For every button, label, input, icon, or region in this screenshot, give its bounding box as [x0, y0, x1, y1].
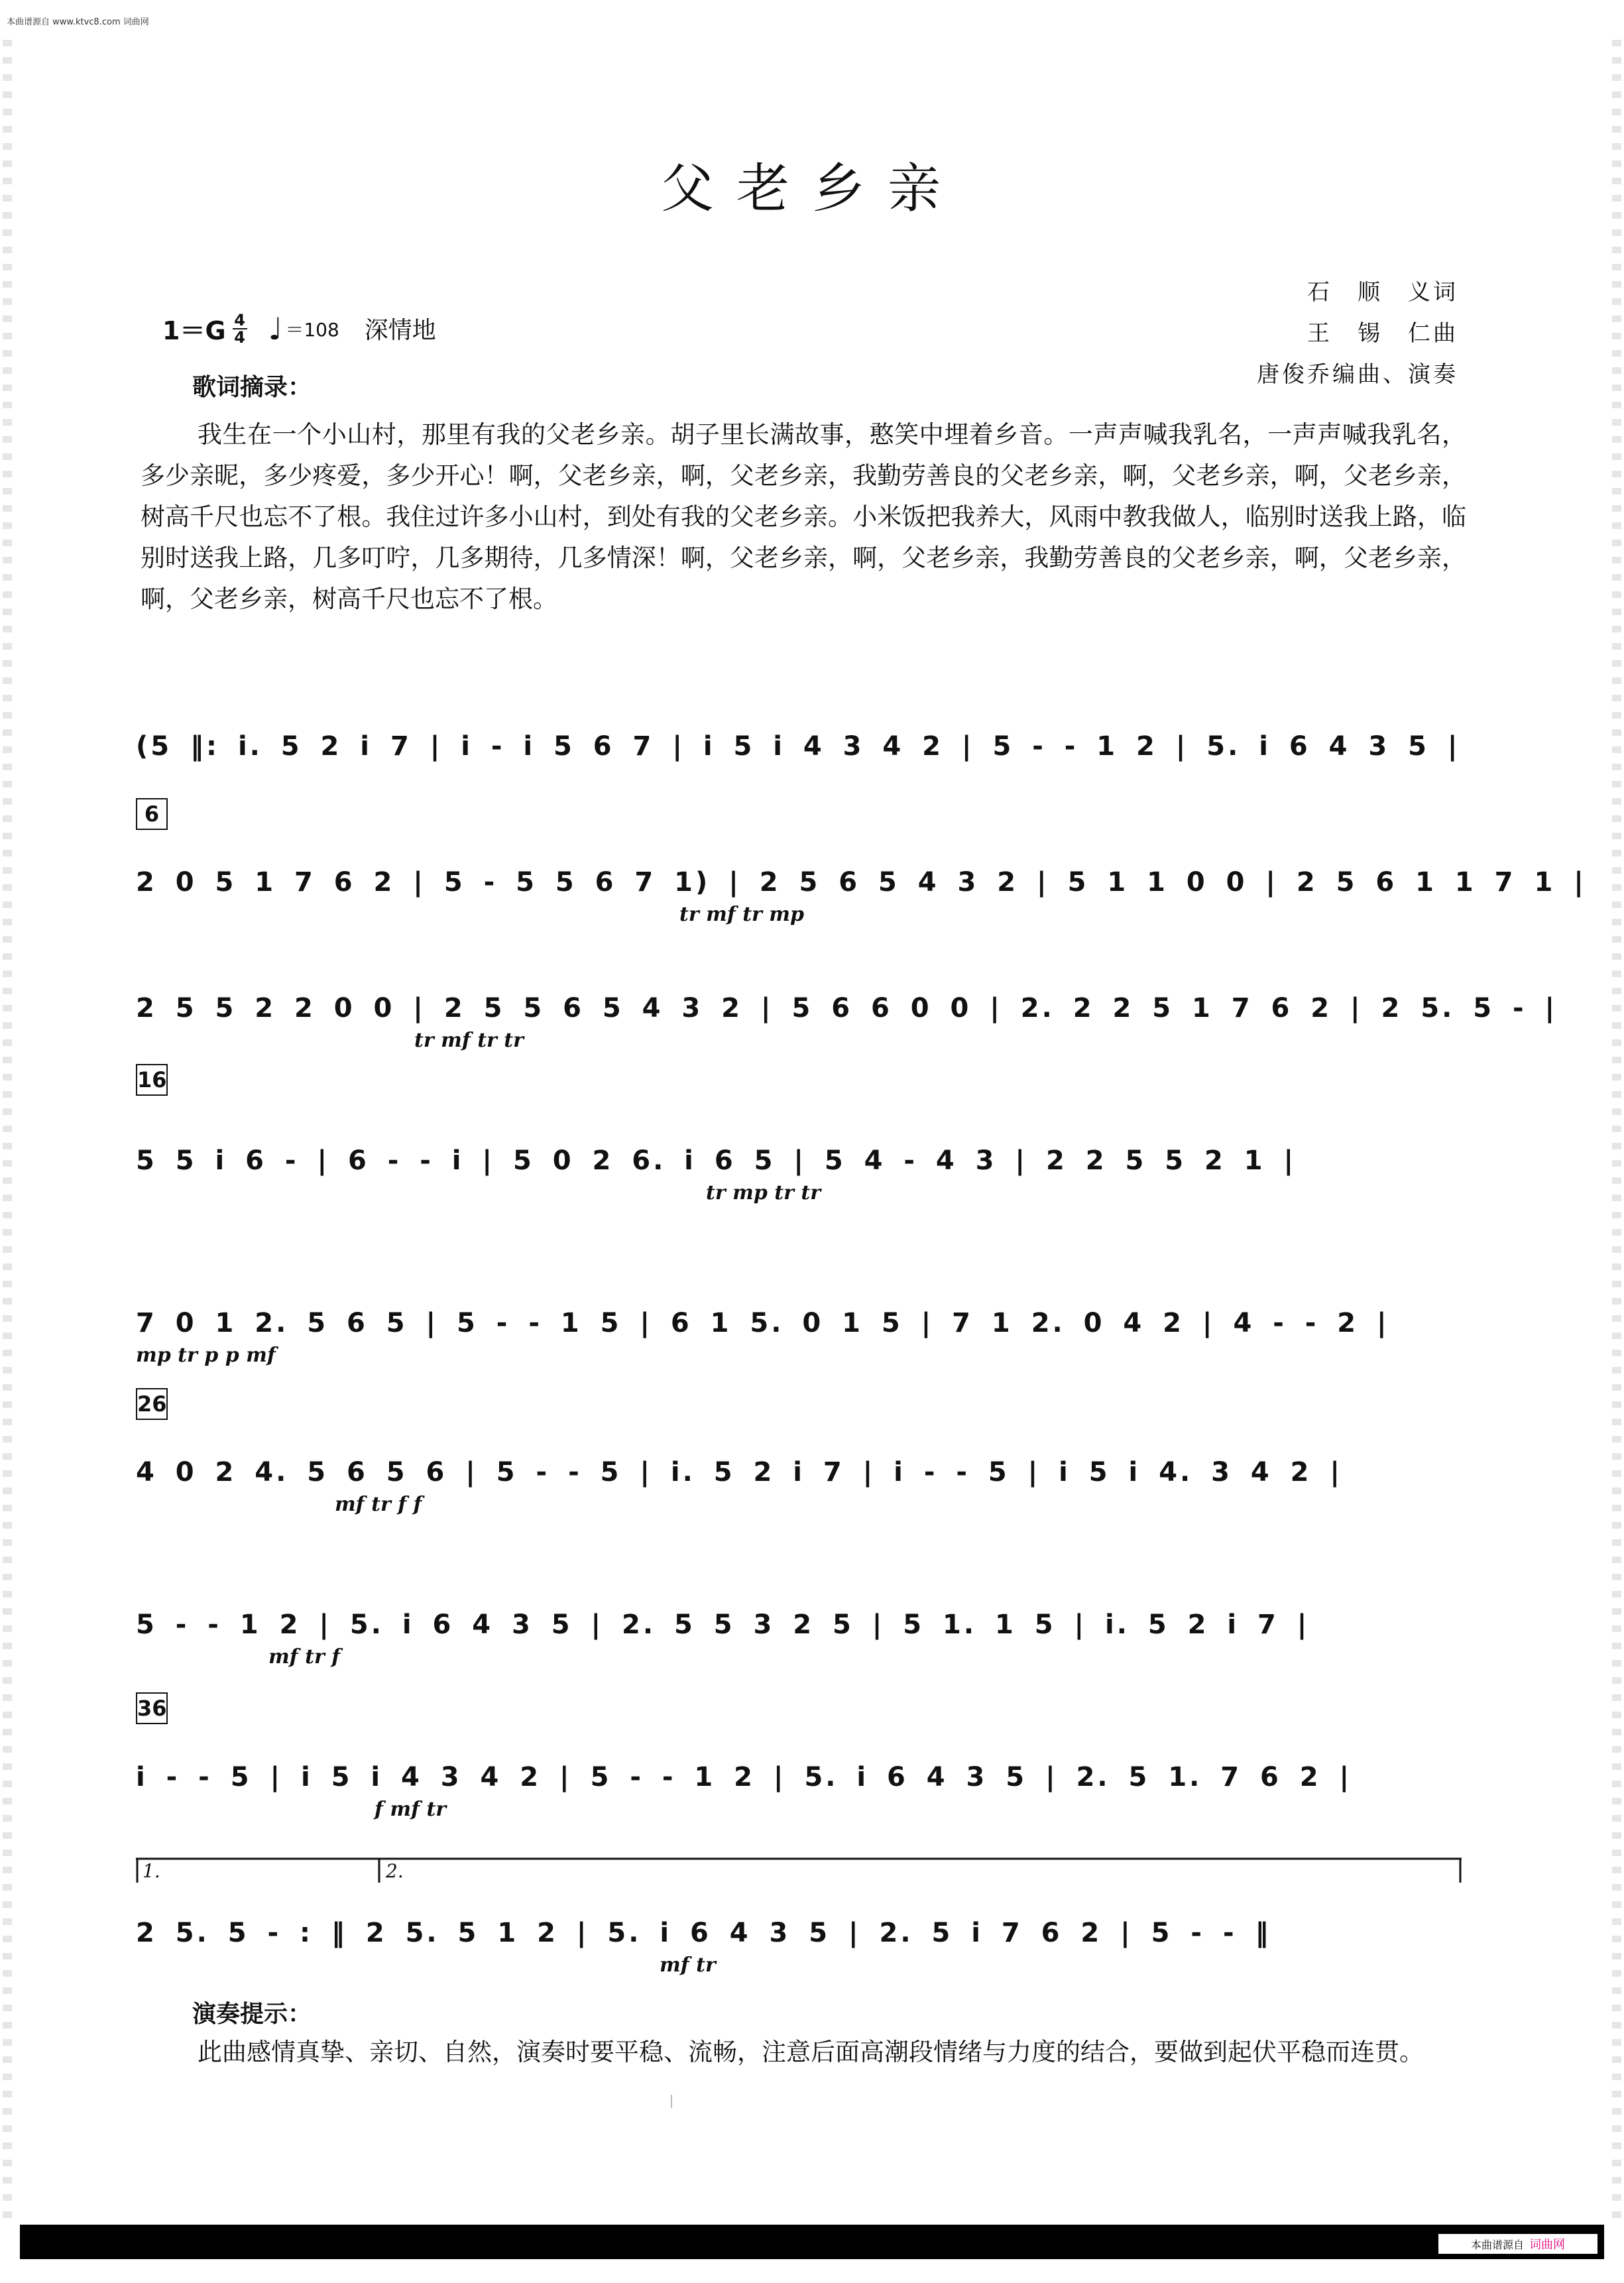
score-row-notes: (5 ‖: i. 5 2 i 7 | i - i 5 6 7 | i 5 i 4 3 4 2 | 5 - - 1 2 | 5. i 6 4 3 5 |	[136, 731, 1460, 762]
composer-credit: 王 锡 仁曲	[1307, 320, 1458, 347]
score-row-dynamics: f mf tr	[375, 1798, 447, 1821]
source-watermark-text: 本曲谱源自 www.ktvc8.com 词曲网	[7, 17, 149, 27]
left-decorative-strip	[3, 40, 12, 2227]
footer-source-label: 本曲谱源自	[1470, 2238, 1524, 2251]
right-decorative-strip	[1612, 40, 1621, 2227]
lyrics-heading: 歌词摘录：	[192, 374, 312, 401]
score-row-notes: 2 5 5 2 2 0 0 | 2 5 5 6 5 4 3 2 | 5 6 6 0 0 | 2. 2 2 5 1 7 6 2 | 2 5. 5 - |	[136, 993, 1558, 1024]
footer-credit	[1438, 2234, 1597, 2254]
time-signature-top: 4	[234, 310, 245, 329]
tips-heading: 演奏提示：	[192, 2001, 312, 2028]
measure-number-box: 26	[136, 1388, 168, 1420]
footer-bar	[20, 2225, 1604, 2259]
footer-brand-link[interactable]: 词曲网	[1529, 2238, 1565, 2252]
score-row	[136, 706, 1462, 786]
score-row-dynamics: mp tr p p mf	[136, 1344, 276, 1367]
expression-marking: 深情地	[364, 317, 436, 344]
tempo-marking	[268, 311, 339, 347]
score-row-dynamics: tr mp tr tr	[706, 1181, 821, 1204]
score-row-dynamics: tr mf tr tr	[414, 1029, 524, 1052]
tempo-value: ＝108	[285, 318, 339, 341]
lyricist-credit: 石 顺 义词	[1307, 279, 1458, 306]
score-row-notes: 2 0 5 1 7 6 2 | 5 - 5 5 6 7 1) | 2 5 6 5 4 3 2 | 5 1 1 0 0 | 2 5 6 1 1 7 1 |	[136, 867, 1586, 898]
score-row-dynamics: tr mf tr mp	[679, 903, 805, 926]
score-row-dynamics: mf tr f	[268, 1645, 341, 1668]
measure-number-box: 6	[136, 798, 168, 830]
score-row-notes: 5 - - 1 2 | 5. i 6 4 3 5 | 2. 5 5 3 2 5 | 5 1. 1 5 | i. 5 2 i 7 |	[136, 1610, 1310, 1640]
page-title: 父老乡亲	[661, 158, 963, 219]
volta-1-label: 1.	[143, 1860, 160, 1882]
measure-number-box: 16	[136, 1064, 168, 1096]
score-row	[136, 1893, 1462, 1977]
score-row-notes: 4 0 2 4. 5 6 5 6 | 5 - - 5 | i. 5 2 i 7 | i - - 5 | i 5 i 4. 3 4 2 |	[136, 1457, 1343, 1488]
score-row	[136, 1283, 1462, 1367]
score-row-dynamics: mf tr	[660, 1954, 716, 1977]
lyrics-text: 我生在一个小山村，那里有我的父老乡亲。胡子里长满故事，憨笑中埋着乡音。一声声喊我乳名，一声声喊我乳名，多少亲昵，多少疼爱，多少开心！啊，父老乡亲，啊，父老乡亲，我勤劳善良的父老乡亲，啊，父老乡亲，啊，父老乡亲，树高千尺也忘不了根。我住过许多小山村，到处有我的父老乡亲。小米饭把我养大，风雨中教我做人，临别时送我上路，临别时送我上路，几多叮咛，几多期待，几多情深！啊，父老乡亲，啊，父老乡亲，我勤劳善良的父老乡亲，啊，父老乡亲，啊，父老乡亲，树高千尺也忘不了根。	[141, 420, 1466, 613]
score-row	[136, 1737, 1462, 1821]
score-row-notes: 2 5. 5 - : ‖ 2 5. 5 1 2 | 5. i 6 4 3 5 | 2. 5 i 7 6 2 | 5 - - ‖	[136, 1918, 1271, 1948]
measure-number-box: 36	[136, 1692, 168, 1724]
key-label: 1＝G	[162, 316, 226, 345]
score-row-notes: 5 5 i 6 - | 6 - - i | 5 0 2 6. i 6 5 | 5 4 - 4 3 | 2 2 5 5 2 1 |	[136, 1145, 1297, 1176]
score-row-dynamics: mf tr f f	[335, 1493, 422, 1516]
credits-block	[1257, 272, 1458, 395]
quarter-note-icon: ♩	[268, 310, 283, 347]
page-mark	[671, 2095, 672, 2108]
key-signature-line	[162, 310, 436, 347]
score-row	[136, 1432, 1462, 1516]
score-row	[136, 842, 1586, 926]
arranger-credit: 唐俊乔编曲、演奏	[1257, 361, 1458, 388]
score-row	[136, 1120, 1462, 1204]
volta-2-label: 2.	[386, 1860, 404, 1882]
score-row	[136, 1584, 1462, 1668]
score-row	[136, 968, 1558, 1052]
score-row-notes: i - - 5 | i 5 i 4 3 4 2 | 5 - - 1 2 | 5. i 6 4 3 5 | 2. 5 1. 7 6 2 |	[136, 1762, 1352, 1792]
time-signature	[233, 312, 247, 345]
tips-text: 此曲感情真挚、亲切、自然，演奏时要平稳、流畅，注意后面高潮段情绪与力度的结合，要做到起伏平稳而连贯。	[198, 2038, 1424, 2066]
volta-bracket	[136, 1857, 1462, 1884]
time-signature-bottom: 4	[234, 327, 245, 347]
score-row-notes: 7 0 1 2. 5 6 5 | 5 - - 1 5 | 6 1 5. 0 1 5 | 7 1 2. 0 4 2 | 4 - - 2 |	[136, 1308, 1389, 1338]
